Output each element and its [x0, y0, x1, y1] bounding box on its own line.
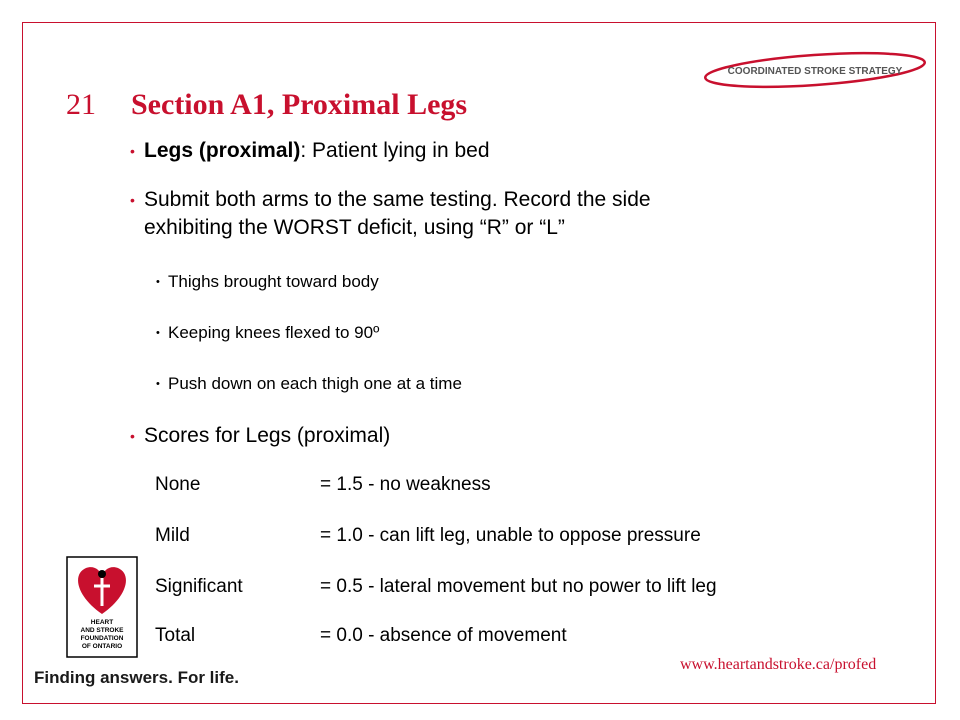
score-value: = 1.0 - can lift leg, unable to oppose pressure: [320, 525, 701, 546]
score-value: = 1.5 - no weakness: [320, 474, 491, 495]
score-value: = 0.5 - lateral movement but no power to lift leg: [320, 576, 717, 597]
sub-bullet-dot: •: [156, 378, 160, 390]
svg-text:FOUNDATION: FOUNDATION: [80, 635, 124, 642]
sub-bullet-1: [156, 271, 379, 293]
bullet-text: exhibiting the WORST deficit, using “R” or “L”: [144, 216, 565, 239]
strategy-logo-text: COORDINATED STROKE STRATEGY: [727, 66, 903, 77]
sub-bullet-dot: •: [156, 327, 160, 339]
slide-border: [22, 22, 936, 704]
footer-url-link[interactable]: www.heartandstroke.ca/profed: [680, 656, 877, 673]
tagline: Finding answers. For life.: [34, 668, 239, 687]
sub-bullet-text: Thighs brought toward body: [168, 272, 379, 291]
slide-number: 21: [66, 88, 96, 121]
svg-text:HEART: HEART: [90, 619, 114, 626]
score-label: Significant: [155, 576, 243, 597]
bullet-bold-text: Legs (proximal): [144, 139, 301, 162]
page-title: Section A1, Proximal Legs: [131, 88, 468, 121]
svg-text:AND STROKE: AND STROKE: [80, 627, 124, 634]
bullet-dot: •: [130, 143, 135, 159]
bullet-scores: [130, 422, 391, 450]
sub-bullet-text: Keeping knees flexed to 90º: [168, 323, 380, 342]
score-label: None: [155, 474, 201, 495]
bullet-dot: •: [130, 428, 135, 444]
sub-bullet-2: [156, 322, 380, 344]
bullet-text: : Patient lying in bed: [300, 139, 490, 162]
bullet-submit-arms-line2: [144, 214, 565, 242]
sub-bullet-dot: •: [156, 276, 160, 288]
bullet-submit-arms: [130, 186, 651, 214]
sub-bullet-3: [156, 373, 462, 395]
score-label: Mild: [155, 525, 190, 546]
bullet-legs-proximal: [130, 137, 490, 165]
bullet-dot: •: [130, 192, 135, 208]
score-value: = 0.0 - absence of movement: [320, 625, 567, 646]
svg-text:OF ONTARIO: OF ONTARIO: [81, 643, 123, 650]
score-label: Total: [155, 625, 196, 646]
heart-and-stroke-logo: [66, 556, 138, 658]
sub-bullet-text: Push down on each thigh one at a time: [168, 374, 462, 393]
bullet-text: Scores for Legs (proximal): [144, 424, 391, 447]
coordinated-stroke-strategy-logo: [700, 50, 930, 90]
bullet-text: Submit both arms to the same testing. Record the side: [144, 188, 651, 211]
